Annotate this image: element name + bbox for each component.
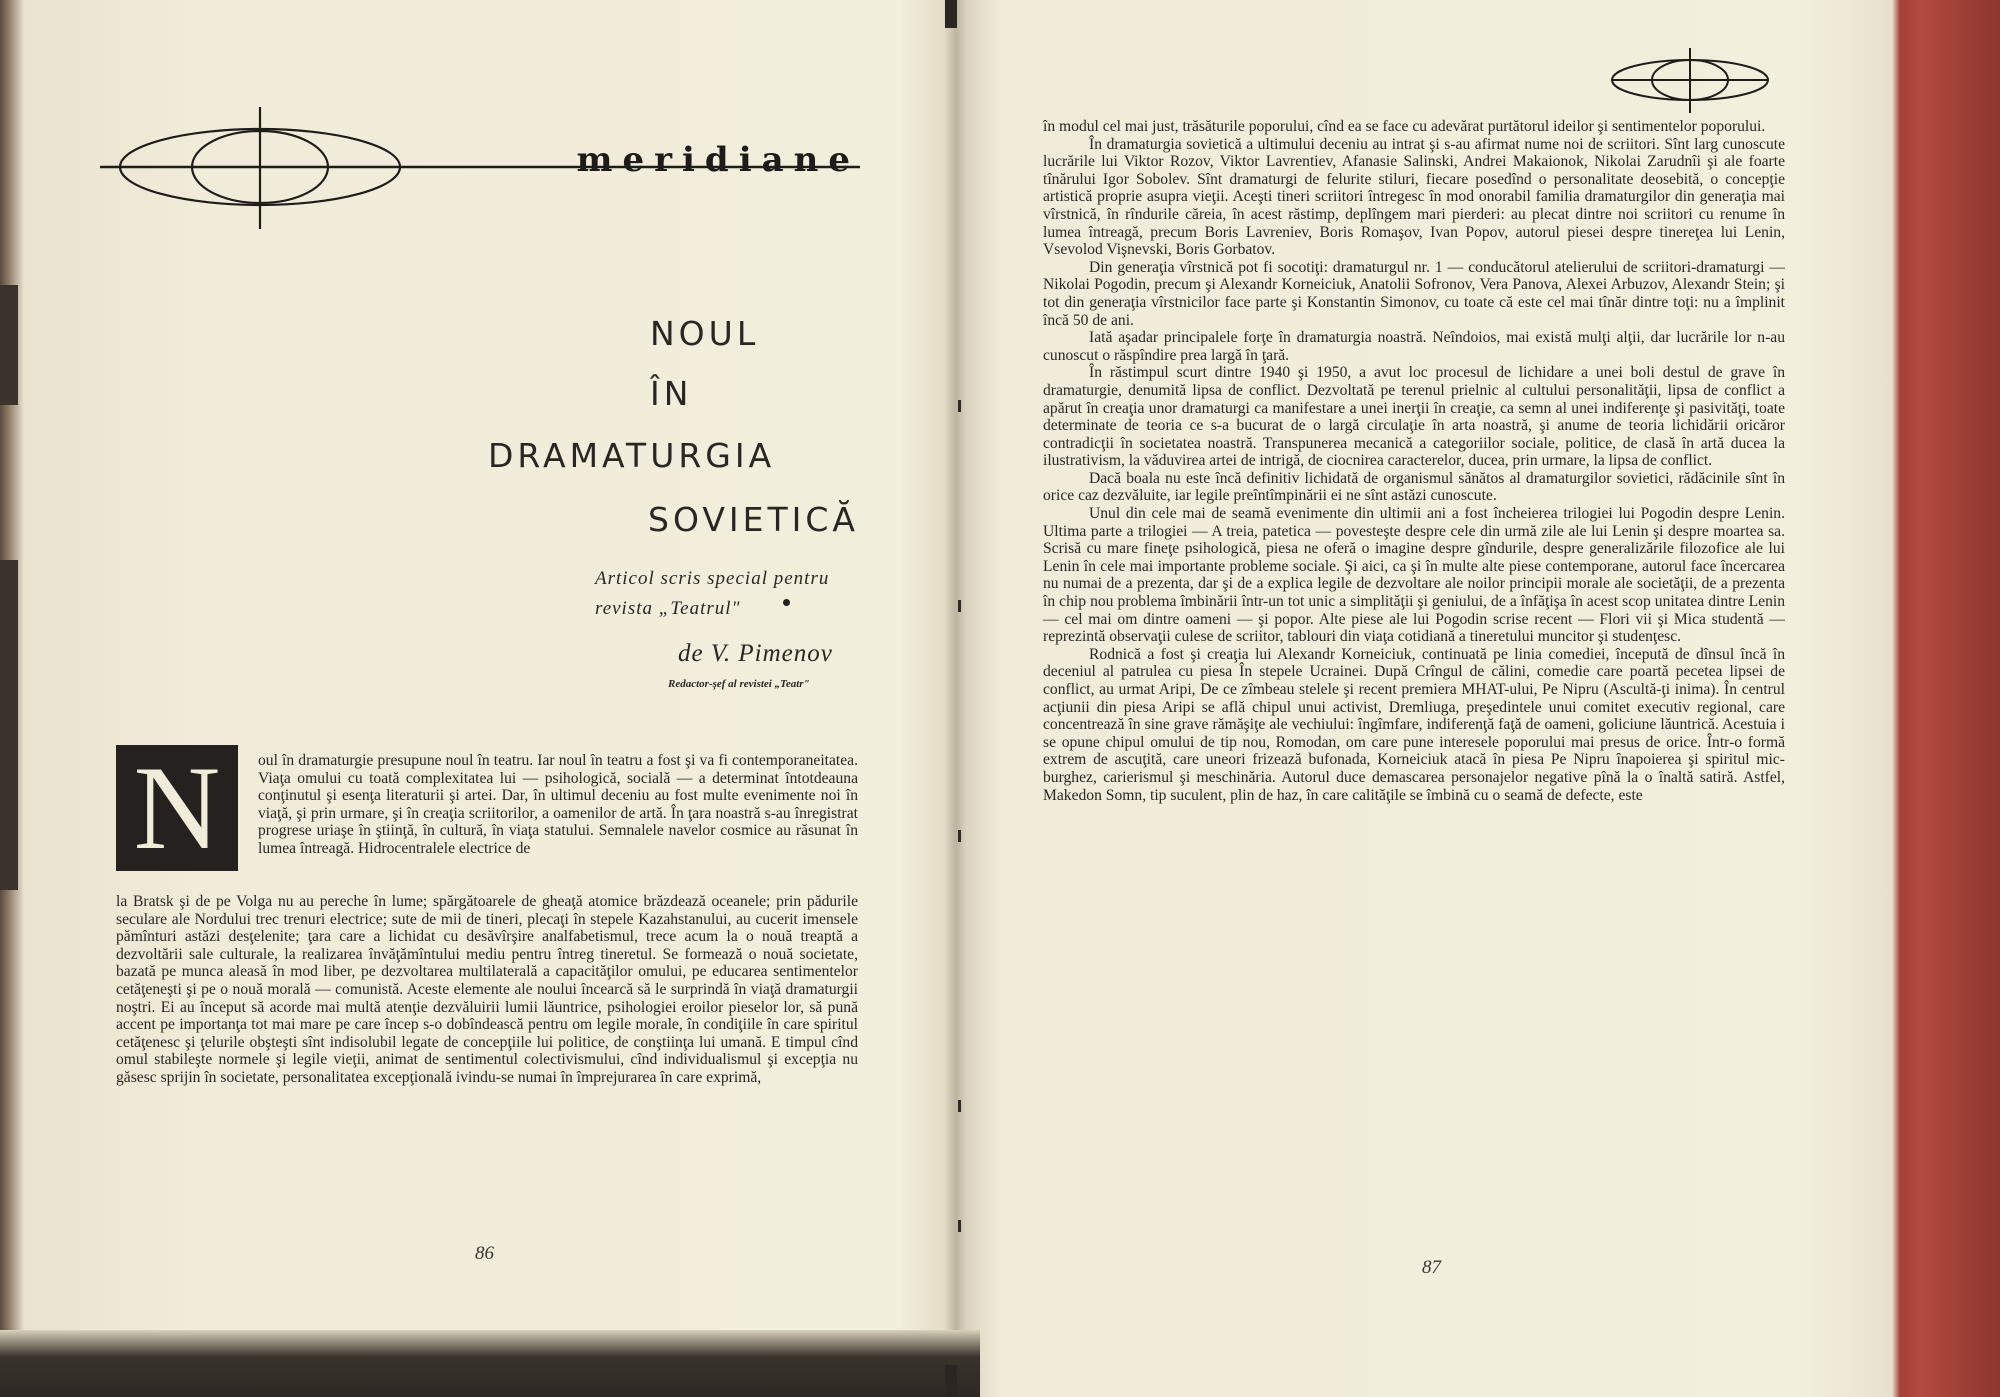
article-title-line: SOVIETICĂ: [648, 500, 860, 539]
article-paragraph: Rodnică a fost şi creaţia lui Alexandr Korneiciuk, continuată pe linia comediei, începută de dînsul încă în deceniul al patrulea cu piesa În stepele Ucrainei. După Crîngul de călini, comedie care poartă pecetea lipsei de conflict, au urmat Aripi, De ce zîmbeau stelele şi recent premiera MHAT-ului, Pe Nipru (Ascultă-ţi inima). În centrul acţiunii din piesa Aripi se află chipul unui activist, Dremliuga, preşedintele unui comitet executiv regional, care concentrează în sine grave rămăşiţe ale vechiului: îngîmfare, indiferenţă faţă de oameni, goliciune lăuntrică. Acestuia i se opune chipul omului de tip nou, Romodan, om care pune interesele poporului mai presus de orice. Într-o formă extrem de ascuţită, care uneori frizează bufonada, Korneiciuk atacă în piesa Pe Nipru înapoierea şi spiritul mic-burghez, carierismul şi meschinăria. Autorul duce demascarea personajelor negative pînă la o înaltă satiră. Astfel, Makedon Somn, tip suculent, plin de haz, în care calităţile se îmbină cu o seamă de defecte, este: [1043, 645, 1785, 804]
bottom-edge-shadow: [0, 1330, 980, 1397]
byline-note: revista „Teatrul": [595, 598, 741, 619]
drop-cap: N: [116, 745, 238, 871]
article-paragraph: Din generaţia vîrstnică pot fi socotiţi: dramaturgul nr. 1 — conducătorul atelierului de scriitori-dramaturgi — Nikolai Pogodin, precum şi Alexandr Korneiciuk, Anatolii Sofronov, Vera Panova, Alexei Arbuzov, Alexandr Stein; şi tot din generaţia vîrstnicilor face parte şi Konstantin Simonov, cu toate că este cel mai tînăr dintre toţi: nu a împlinit încă 50 de ani.: [1043, 258, 1785, 329]
gutter-mark: [958, 600, 961, 612]
article-paragraph: Dacă boala nu este încă definitiv lichidată de organismul sănătos al dramaturgilor sovietici, rădăcinile sînt în orice caz dezvăluite, iar legile preîntîmpinării ei ne sînt astăzi cunoscute.: [1043, 469, 1785, 505]
article-paragraph: la Bratsk şi de pe Volga nu au pereche în lume; spărgătoarele de gheaţă atomice brăzdează oceanele; prin pădurile seculare ale Nordului trec trenuri electrice; sute de mii de tineri, plecaţi în stepele Kazahstanului, au cucerit imensele pămînturi astăzi desţelenite; ţara care a lichidat cu desăvîrşire analfabetismul, trece acum la o nouă treaptă a dezvoltării sale culturale, la realizarea învăţămîntului mediu pentru întreg tineretul. Se formează o nouă societate, bazată pe munca aleasă în mod liber, pe dezvoltarea multilaterală a capacităţilor omului, pe educarea sentimentelor cetăţeneşti şi pe o nouă morală — comunistă. Aceste elemente ale noului încearcă să le surprindă în viaţă dramaturgii noştri. Ei au început să acorde mai multă atenţie dezvăluirii lumii lăuntrice, psihologiei eroilor pieselor lor, să pună accent pe importanţa tot mai mare pe care încep s-o dobîndească pentru om legile morale, în condiţiile în care spiritul cetăţenesc şi ţelurile obşteşti sînt indisolubil legate de concepţiile lui politice, de conştiinţa lui umană. E timpul cînd omul stabileşte normele şi legile vieţii, animat de sentimentul colectivismului, cînd individualismul şi excepţia nu găsesc sprijin în societate, personalitatea excepţională ivindu-se numai în împrejurarea în care exprimă,: [116, 893, 858, 1086]
article-title-line: DRAMATURGIA: [488, 436, 776, 475]
article-title-line: NOUL: [650, 314, 760, 353]
gutter-mark: [958, 400, 961, 412]
article-paragraph: În răstimpul scurt dintre 1940 şi 1950, a avut loc procesul de lichidare a unei boli destul de grave în dramaturgie, denumită lipsa de conflict. Dezvoltată pe terenul prielnic al cultului personalităţii, lipsa de conflict a apărut în creaţia unor dramaturgi ca manifestare a unei inerţii în creaţie, ca semn al unei indiferenţe şi pasivităţi, toate determinate de teoria ce s-a bucurat de o largă circulaţie în arta noastră, şi anume de teoria lichidării oricăror contradicţii în societatea noastră. Transpunerea mecanică a categoriilor sociale, politice, de clasă în artă ducea la ilustrativism, la văduvirea artei de intrigă, de ciocnirea caracterelor, ducea, prin urmare, la lipsa de conflict.: [1043, 364, 1785, 470]
page-number: 87: [1422, 1257, 1441, 1278]
article-title-line: ÎN: [650, 374, 693, 413]
left-edge-mark: [0, 560, 18, 890]
gutter-mark: [958, 1100, 961, 1112]
article-paragraph: în modul cel mai just, trăsăturile poporului, cînd ea se face cu adevărat purtătorul ideilor şi sentimentelor poporului.: [1043, 118, 1766, 135]
author-name: de V. Pimenov: [678, 640, 833, 667]
gutter-mark: [958, 1220, 961, 1232]
left-edge-mark: [0, 285, 18, 405]
bullet-icon: [783, 599, 790, 606]
author-role: Redactor-şef al revistei „Teatr": [668, 678, 810, 690]
article-paragraph: Iată aşadar principalele forţe în dramaturgia noastră. Neîndoios, mai există mulţi alţii, dar lucrările lor n-au cunoscut o răspîndire prea largă în ţară.: [1043, 329, 1785, 364]
article-column-right: [1043, 118, 1785, 804]
page-number: 86: [475, 1243, 494, 1264]
section-label: meridiane: [576, 140, 860, 180]
globe-logo-icon: [1605, 45, 1775, 115]
article-paragraph: În dramaturgia sovietică a ultimului deceniu au intrat şi s-au afirmat nume noi de scriitori. Sînt larg cunoscute lucrările lui Viktor Rozov, Viktor Lavrentiev, Afanasie Salinski, Andrei Makaionok, Nikolai Zarudnîi şi ale foarte tînărului Igor Sobolev. Sînt dramaturgi de felurite stiluri, fiecare posedînd o personalitate deosebită, o concepţie artistică proprie asupra vieţii. Aceşti tineri scriitori întregesc în mod onorabil familia dramaturgilor din generaţia mai vîrstnică, în rîndurile căreia, în acest răstimp, deplîngem mari pierderi: au plecat dintre noi scriitori cu renume în lumea întreagă, precum Boris Lavreniev, Boris Romaşov, Ivan Popov, autorul piesei despre tinereţea lui Lenin, Vsevolod Vişnevski, Boris Gorbatov.: [1043, 135, 1785, 259]
gutter-mark: [958, 830, 961, 842]
article-paragraph: Unul din cele mai de seamă evenimente din ultimii ani a fost încheierea trilogiei lui Pogodin despre Lenin. Ultima parte a trilogiei — A treia, patetica — povesteşte despre cele din urmă zile ale lui Lenin şi despre moartea sa. Scrisă cu mare fineţe psihologică, piesa ne oferă o imagine despre gîndurile, despre generalizările filozofice ale lui Lenin în cele mai importante probleme sociale. Şi aici, ca şi în multe alte piese contemporane, autorul face încercarea nu numai de a prezenta, dar şi de a explica legile de dezvoltare ale noilor principii morale ale societăţii, de a prezenta în chip nou problema îmbinării într-un tot unic a simplităţii şi geniului, de a înfăţişa în acest scop unitatea dintre Lenin — cel mai om dintre oameni — şi popor. Alte piese ale lui Pogodin scrise recent — Flori vii şi Mica studentă — reprezintă observaţii culese de scriitor, tablouri din viaţa cotidiană a tineretului muncitor şi studenţesc.: [1043, 505, 1785, 646]
article-paragraph: oul în dramaturgie presupune noul în teatru. Iar noul în teatru a fost şi va fi contemporaneitatea. Viaţa omului cu toată complexitatea lui — psihologică, socială — a determinat întotdeauna conţinutul şi esenţa literaturii şi artei. Dar, în ultimul deceniu au fost multe evenimente noi în viaţă, şi prin urmare, şi în creaţia scriitorilor, a oamenilor de artă. În ţara noastră s-au înregistrat progrese uriaşe în ştiinţă, în cultură, în viaţa statului. Semnalele navelor cosmice au răsunat în lumea întreagă. Hidrocentralele electrice de: [258, 752, 858, 857]
gutter-tab: [945, 1365, 957, 1397]
gutter-tab: [945, 0, 957, 28]
byline-note: Articol scris special pentru: [595, 568, 830, 589]
